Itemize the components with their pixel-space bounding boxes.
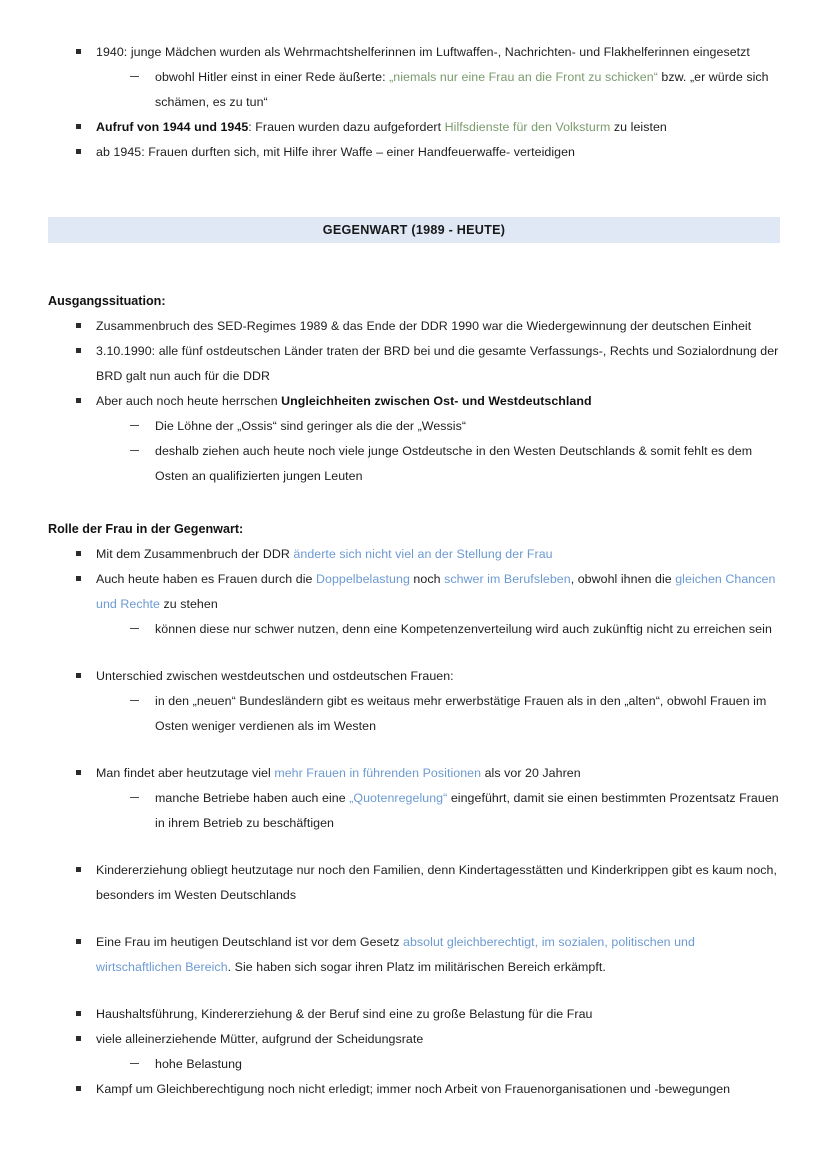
list-item-text: 3.10.1990: alle fünf ostdeutschen Länder traten der BRD bei und die gesamte Verfassungs-, Rechts und Sozialordnung der BRD galt nun auch für die DDR bbox=[96, 344, 779, 383]
list-item-text: hohe Belastung bbox=[155, 1057, 242, 1071]
spacer bbox=[48, 739, 780, 761]
list-item-text: noch bbox=[409, 572, 445, 586]
list-item-text: als vor 20 Jahren bbox=[481, 766, 581, 780]
square-bullet-icon bbox=[76, 149, 81, 154]
list-item bbox=[48, 439, 780, 489]
list-item bbox=[48, 689, 780, 739]
list-item-text-blue: „Quotenregelung“ bbox=[349, 791, 448, 805]
square-bullet-icon bbox=[76, 1086, 81, 1091]
list-item bbox=[48, 40, 780, 65]
square-bullet-icon bbox=[76, 49, 81, 54]
list-item bbox=[48, 65, 780, 115]
list-item bbox=[48, 389, 780, 414]
list-item-text-green: „niemals nur eine Frau an die Front zu schicken“ bbox=[389, 70, 658, 84]
list-item-text: , obwohl ihnen die bbox=[570, 572, 676, 586]
list-item bbox=[48, 1002, 780, 1027]
list-item bbox=[48, 664, 780, 689]
square-bullet-icon bbox=[76, 551, 81, 556]
list-item bbox=[48, 542, 780, 567]
square-bullet-icon bbox=[76, 867, 81, 872]
rolle-der-frau-section bbox=[48, 517, 780, 1102]
square-bullet-icon bbox=[76, 576, 81, 581]
list-item-text: eingeführt, damit sie einen bestimmten Prozentsatz Frauen in ihrem Betrieb zu beschäftigen bbox=[155, 791, 779, 830]
list-item-text: Auch heute haben es Frauen durch die bbox=[96, 572, 316, 586]
square-bullet-icon bbox=[76, 124, 81, 129]
spacer bbox=[48, 489, 780, 517]
list-item-text: viele alleinerziehende Mütter, aufgrund der Scheidungsrate bbox=[96, 1032, 424, 1046]
list-item-text-blue: änderte sich nicht viel an der Stellung der Frau bbox=[293, 547, 553, 561]
subsection-heading: Rolle der Frau in der Gegenwart: bbox=[48, 522, 244, 536]
square-bullet-icon bbox=[76, 1036, 81, 1041]
list-item-text-blue: Doppelbelastung bbox=[315, 572, 410, 586]
list-item-text: Eine Frau im heutigen Deutschland ist vor dem Gesetz bbox=[96, 935, 404, 949]
top-section bbox=[48, 40, 780, 165]
dash-bullet-icon bbox=[130, 700, 139, 701]
list-item-text-bold: Aufruf von 1944 und 1945 bbox=[96, 120, 249, 134]
spacer bbox=[48, 836, 780, 858]
list-item-text-blue: mehr Frauen in führenden Positionen bbox=[274, 766, 482, 780]
list-item-text-blue: absolut gleichberechtigt, im sozialen, politischen und wirtschaftlichen Bereich bbox=[96, 935, 695, 974]
list-item bbox=[48, 567, 780, 617]
list-item-text: Kindererziehung obliegt heutzutage nur noch den Familien, denn Kindertagesstätten und Kinderkrippen gibt es kaum noch, besonders im Westen Deutschlands bbox=[96, 863, 777, 902]
square-bullet-icon bbox=[76, 673, 81, 678]
square-bullet-icon bbox=[76, 348, 81, 353]
list-item bbox=[48, 115, 780, 140]
list-item bbox=[48, 140, 780, 165]
list-item-text: Unterschied zwischen westdeutschen und ostdeutschen Frauen: bbox=[96, 669, 454, 683]
square-bullet-icon bbox=[76, 1011, 81, 1016]
list-item-text: Man findet aber heutzutage viel bbox=[96, 766, 275, 780]
list-item-text: bzw. „er würde sich schämen, es zu tun“ bbox=[155, 70, 769, 109]
list-item bbox=[48, 339, 780, 389]
square-bullet-icon bbox=[76, 770, 81, 775]
list-item-text: Zusammenbruch des SED-Regimes 1989 & das Ende der DDR 1990 war die Wiedergewinnung der deutschen Einheit bbox=[96, 319, 752, 333]
list-item-text: zu leisten bbox=[610, 120, 667, 134]
list-item-text: obwohl Hitler einst in einer Rede äußerte: bbox=[155, 70, 390, 84]
list-item-text: können diese nur schwer nutzen, denn eine Kompetenzenverteilung wird auch zukünftig nicht zu erreichen sein bbox=[155, 622, 772, 636]
dash-bullet-icon bbox=[130, 1063, 139, 1064]
list-item-text-blue: schwer im Berufsleben bbox=[444, 572, 571, 586]
list-item-text: 1940: junge Mädchen wurden als Wehrmachtshelferinnen im Luftwaffen-, Nachrichten- und Flakhelferinnen eingesetzt bbox=[96, 45, 750, 59]
square-bullet-icon bbox=[76, 939, 81, 944]
list-item-text: in den „neuen“ Bundesländern gibt es weitaus mehr erwerbstätige Frauen als in den „alten“, obwohl Frauen im Osten weniger verdienen als im Westen bbox=[155, 694, 767, 733]
list-item bbox=[48, 786, 780, 836]
spacer bbox=[48, 165, 780, 217]
square-bullet-icon bbox=[76, 323, 81, 328]
spacer bbox=[48, 243, 780, 289]
list-item bbox=[48, 930, 780, 980]
list-item bbox=[48, 761, 780, 786]
subsection-heading: Ausgangssituation: bbox=[48, 294, 166, 308]
list-item-text: manche Betriebe haben auch eine bbox=[155, 791, 350, 805]
section-header-band bbox=[48, 217, 780, 243]
section-header-title: GEGENWART (1989 - HEUTE) bbox=[322, 223, 506, 237]
list-item-text-green: Hilfsdienste für den Volksturm bbox=[444, 120, 611, 134]
ausgangssituation-section bbox=[48, 289, 780, 489]
list-item-text: ab 1945: Frauen durften sich, mit Hilfe ihrer Waffe – einer Handfeuerwaffe- verteidigen bbox=[96, 145, 576, 159]
spacer bbox=[48, 908, 780, 930]
list-item-text: : Frauen wurden dazu aufgefordert bbox=[248, 120, 445, 134]
list-item bbox=[48, 617, 780, 642]
list-item-text-bold: Ungleichheiten zwischen Ost- und Westdeutschland bbox=[281, 394, 592, 408]
list-item bbox=[48, 414, 780, 439]
list-item-text: Haushaltsführung, Kindererziehung & der Beruf sind eine zu große Belastung für die Frau bbox=[96, 1007, 593, 1021]
list-item bbox=[48, 1077, 780, 1102]
list-item-text: deshalb ziehen auch heute noch viele junge Ostdeutsche in den Westen Deutschlands & somit fehlt es dem Osten an qualifizierten jungen Leuten bbox=[155, 444, 753, 483]
spacer bbox=[48, 642, 780, 664]
dash-bullet-icon bbox=[130, 450, 139, 451]
dash-bullet-icon bbox=[130, 628, 139, 629]
list-item-text: . Sie haben sich sogar ihren Platz im militärischen Bereich erkämpft. bbox=[227, 960, 606, 974]
square-bullet-icon bbox=[76, 398, 81, 403]
spacer bbox=[48, 980, 780, 1002]
dash-bullet-icon bbox=[130, 425, 139, 426]
list-item bbox=[48, 858, 780, 908]
list-item-text: Aber auch noch heute herrschen bbox=[96, 394, 282, 408]
list-item bbox=[48, 1052, 780, 1077]
list-item bbox=[48, 314, 780, 339]
list-item-text: Kampf um Gleichberechtigung noch nicht erledigt; immer noch Arbeit von Frauenorganisationen und -bewegungen bbox=[96, 1082, 731, 1096]
dash-bullet-icon bbox=[130, 76, 139, 77]
list-item-text: Die Löhne der „Ossis“ sind geringer als die der „Wessis“ bbox=[155, 419, 467, 433]
list-item bbox=[48, 1027, 780, 1052]
list-item-text-blue: gleichen Chancen und Rechte bbox=[96, 572, 776, 611]
list-item-text: Mit dem Zusammenbruch der DDR bbox=[96, 547, 294, 561]
list-item-text: zu stehen bbox=[160, 597, 218, 611]
dash-bullet-icon bbox=[130, 797, 139, 798]
